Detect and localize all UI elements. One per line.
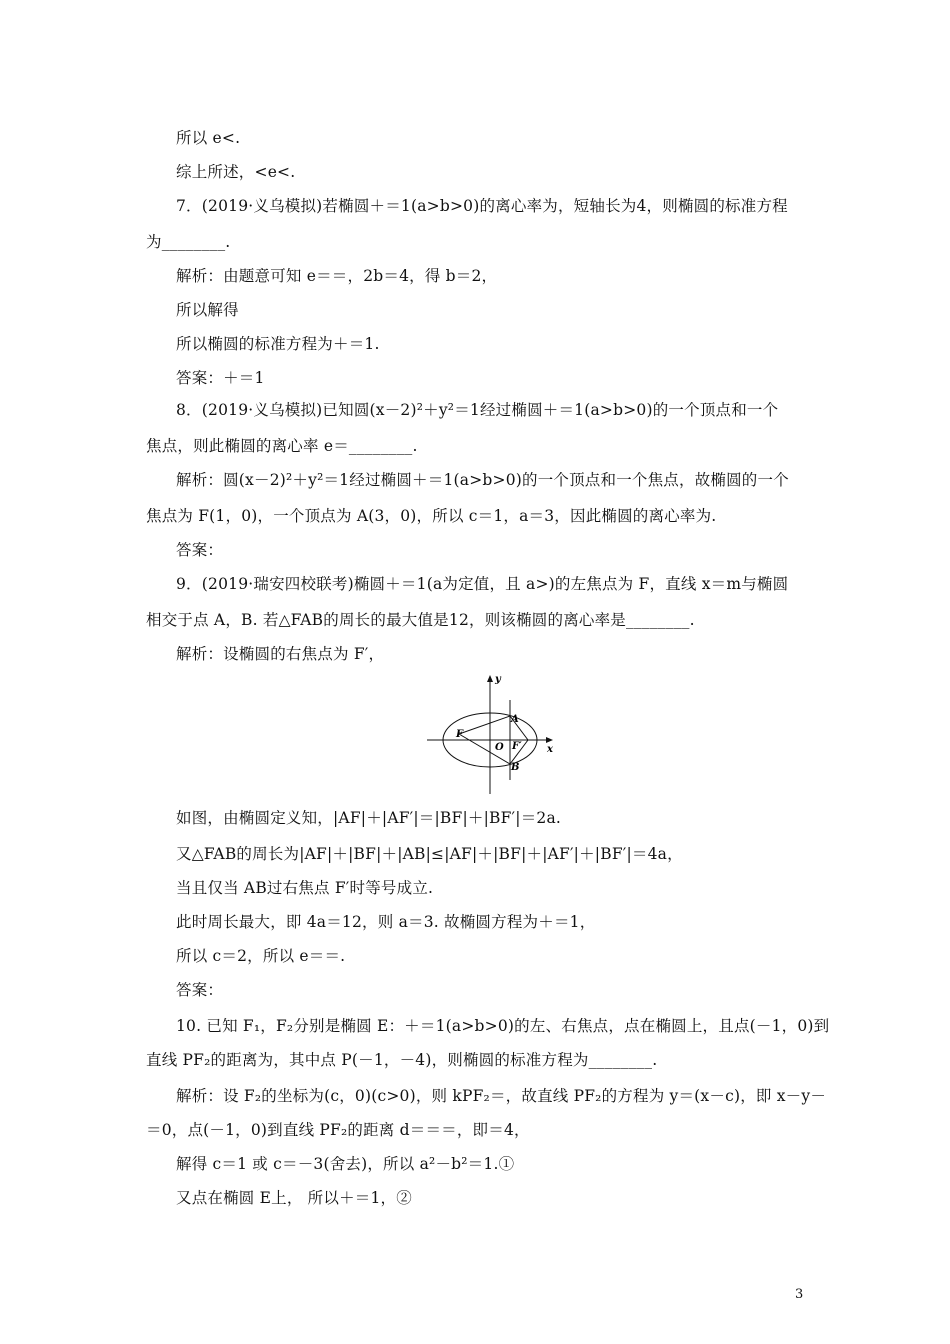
text-line: 所以 e<. — [176, 129, 241, 147]
text-line: 解析：设椭圆的右焦点为 F′， — [176, 645, 385, 663]
text-line: 又点在椭圆 E上， 所以＋＝1，② — [176, 1189, 412, 1207]
text-line: 答案： — [176, 981, 224, 999]
label-y: y — [495, 674, 501, 685]
label-F: F — [456, 729, 464, 740]
text-line: 焦点为 F(1，0)，一个顶点为 A(3，0)，所以 c＝1，a＝3，因此椭圆的离心率为. — [146, 507, 717, 525]
text-line: 7．(2019·义乌模拟)若椭圆＋＝1(a>b>0)的离心率为，短轴长为4，则椭圆的标准方程 — [176, 197, 788, 215]
text-line: 解析：设 F₂的坐标为(c，0)(c>0)，则 kPF₂＝，故直线 PF₂的方程为 y＝(x－c)，即 x－y－ — [176, 1087, 827, 1105]
text-line: 所以解得 — [176, 301, 239, 319]
text-line: 焦点，则此椭圆的离心率 e＝________. — [146, 437, 418, 455]
text-line: 8．(2019·义乌模拟)已知圆(x－2)²＋y²＝1经过椭圆＋＝1(a>b>0)的一个顶点和一个 — [176, 401, 779, 419]
text-line: 为________. — [146, 233, 231, 251]
text-line: 所以 c＝2，所以 e＝＝. — [176, 947, 346, 965]
ellipse-figure — [425, 670, 560, 800]
text-line: 此时周长最大，即 4a＝12，则 a＝3. 故椭圆方程为＋＝1， — [176, 913, 596, 931]
text-line: 解析：由题意可知 e＝＝，2b＝4，得 b＝2， — [176, 267, 498, 285]
text-line: ＝0，点(－1，0)到直线 PF₂的距离 d＝＝＝，即＝4， — [146, 1121, 530, 1139]
text-line: 所以椭圆的标准方程为＋＝1. — [176, 335, 380, 353]
text-line: 综上所述，<e<. — [176, 163, 296, 181]
text-line: 又△FAB的周长为|AF|＋|BF|＋|AB|≤|AF|＋|BF|＋|AF′|＋|BF′|＝4a， — [176, 845, 683, 863]
text-line: 直线 PF₂的距离为，其中点 P(－1，－4)，则椭圆的标准方程为________. — [146, 1051, 658, 1069]
page-number: 3 — [795, 1287, 804, 1302]
text-line: 解析：圆(x－2)²＋y²＝1经过椭圆＋＝1(a>b>0)的一个顶点和一个焦点，故椭圆的一个 — [176, 471, 789, 489]
text-line: 答案：＋＝1 — [176, 369, 265, 387]
text-line: 解得 c＝1 或 c＝－3(舍去)，所以 a²－b²＝1.① — [176, 1155, 515, 1173]
text-line: 10. 已知 F₁，F₂分别是椭圆 E：＋＝1(a>b>0)的左、右焦点，点在椭圆上，且点(－1，0)到 — [176, 1017, 830, 1035]
label-F-prime: F′ — [512, 741, 522, 752]
segment-FA — [459, 716, 510, 734]
label-x: x — [547, 744, 553, 755]
text-line: 相交于点 A，B. 若△FAB的周长的最大值是12，则该椭圆的离心率是________. — [146, 611, 695, 629]
text-line: 答案： — [176, 541, 224, 559]
text-line: 当且仅当 AB过右焦点 F′时等号成立. — [176, 879, 434, 897]
label-O: O — [495, 742, 504, 753]
label-B: B — [511, 762, 520, 773]
text-line: 如图，由椭圆定义知，|AF|＋|AF′|＝|BF|＋|BF′|＝2a. — [176, 809, 562, 827]
text-line: 9．(2019·瑞安四校联考)椭圆＋＝1(a为定值，且 a>)的左焦点为 F，直线 x＝m与椭圆 — [176, 575, 789, 593]
label-A: A — [511, 714, 519, 725]
x-axis-arrow — [546, 737, 553, 743]
y-axis-arrow — [487, 675, 493, 682]
